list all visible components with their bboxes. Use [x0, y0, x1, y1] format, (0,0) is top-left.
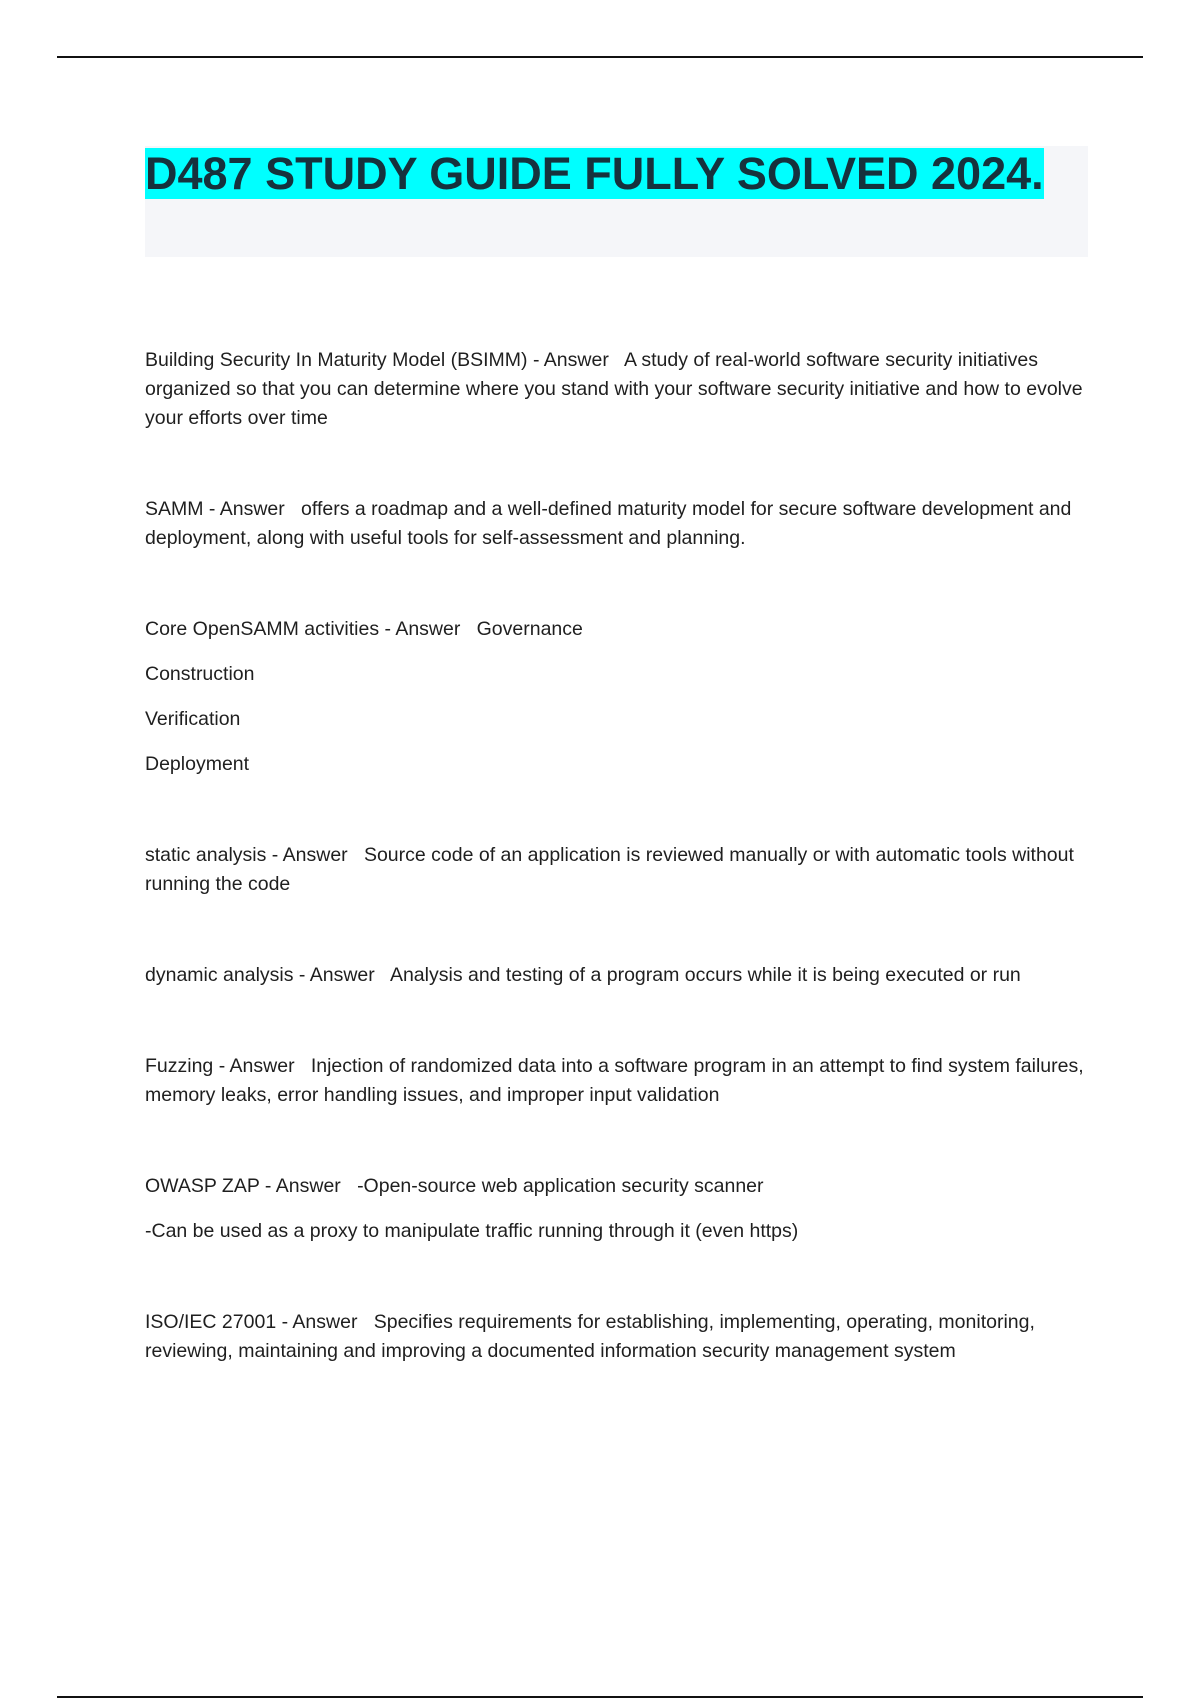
entry-first-line — [145, 346, 1095, 433]
entry-answer-label: - Answer — [527, 349, 609, 371]
entry-first-line — [145, 1308, 1095, 1366]
entry-term: Core OpenSAMM activities — [145, 618, 380, 640]
entry-answer-text: -Open-source web application security scanner — [357, 1175, 764, 1197]
entry-term: OWASP ZAP — [145, 1175, 260, 1197]
entry-answer-text: Source code of an application is reviewed manually or with automatic tools without running the code — [145, 844, 1074, 895]
entry-term: ISO/IEC 27001 — [145, 1311, 277, 1333]
entry-term: Building Security In Maturity Model (BSIMM) — [145, 349, 528, 371]
qa-entry — [145, 346, 1095, 433]
title-block — [145, 146, 1088, 257]
top-rule — [57, 56, 1143, 58]
qa-entry — [145, 841, 1095, 899]
entry-first-line — [145, 615, 1095, 644]
entry-answer-label: - Answer — [379, 618, 461, 640]
entry-term: Fuzzing — [145, 1055, 214, 1077]
entry-first-line — [145, 495, 1095, 553]
entry-answer-text: Specifies requirements for establishing, implementing, operating, monitoring, reviewing, maintaining and improving a documented information security management system — [145, 1311, 1035, 1362]
entry-answer-text: Governance — [476, 618, 583, 640]
qa-entry — [145, 961, 1095, 990]
entry-term: static analysis — [145, 844, 267, 866]
qa-entry — [145, 615, 1095, 779]
entry-answer-text: A study of real-world software security initiatives organized so that you can determine where you stand with your software security initiative and how to evolve your efforts over time — [145, 349, 1083, 429]
entry-first-line — [145, 841, 1095, 899]
entry-answer-line: Deployment — [145, 753, 250, 775]
entry-answer-label: - Answer — [203, 498, 285, 520]
entry-answer-label: - Answer — [266, 844, 348, 866]
entry-answer-label: - Answer — [213, 1055, 295, 1077]
qa-entry — [145, 1308, 1095, 1366]
entry-first-line — [145, 961, 1095, 990]
qa-entry — [145, 1172, 1095, 1246]
qa-entry — [145, 1052, 1095, 1110]
qa-list — [145, 346, 1095, 1366]
entry-answer-line: Construction — [145, 663, 255, 685]
entry-answer-text: offers a roadmap and a well-defined maturity model for secure software development and deployment, along with useful tools for self-assessment and planning. — [145, 498, 1072, 549]
entry-answer-line: Verification — [145, 708, 241, 730]
bottom-rule — [57, 1696, 1143, 1698]
entry-first-line — [145, 1052, 1095, 1110]
entry-answer-label: - Answer — [276, 1311, 358, 1333]
qa-entry — [145, 495, 1095, 553]
entry-answer-text: Injection of randomized data into a software program in an attempt to find system failures, memory leaks, error handling issues, and improper input validation — [145, 1055, 1084, 1106]
title-highlight: D487 STUDY GUIDE FULLY SOLVED 2024. — [145, 148, 1044, 199]
entry-answer-label: - Answer — [259, 1175, 341, 1197]
entry-answer-text: Analysis and testing of a program occurs while it is being executed or run — [389, 964, 1021, 986]
entry-answer-label: - Answer — [293, 964, 375, 986]
entry-term: dynamic analysis — [145, 964, 294, 986]
entry-first-line — [145, 1172, 1095, 1201]
entry-term: SAMM — [145, 498, 204, 520]
entry-answer-line: -Can be used as a proxy to manipulate traffic running through it (even https) — [145, 1220, 799, 1242]
document-title — [145, 146, 1088, 202]
